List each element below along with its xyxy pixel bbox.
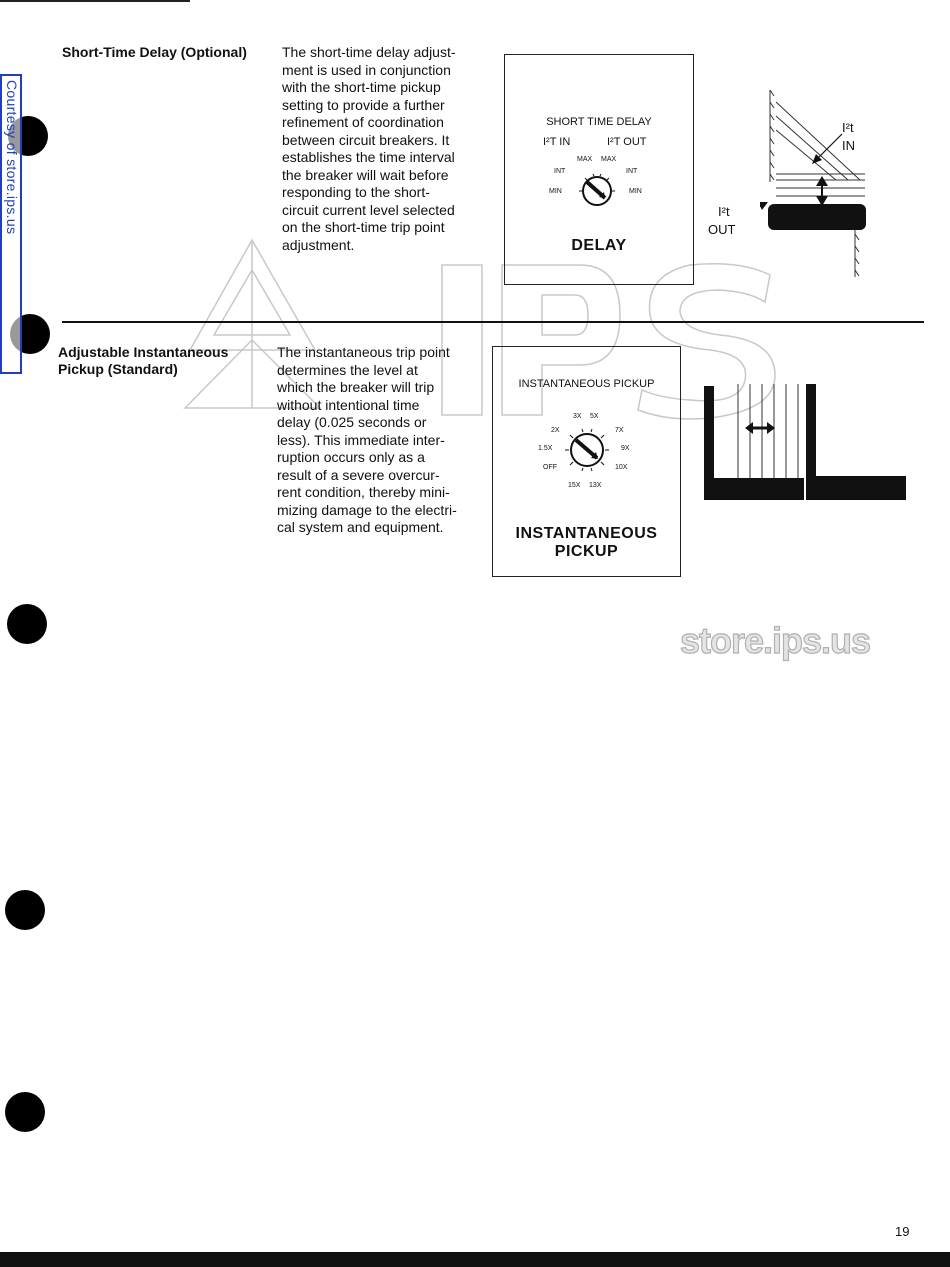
dial-label: MIN bbox=[549, 188, 562, 195]
top-rule bbox=[0, 0, 190, 2]
i2t-in-label: I²T IN bbox=[543, 136, 571, 148]
body-line: adjustment. bbox=[282, 236, 355, 253]
dial-label: 2X bbox=[551, 427, 560, 434]
i2t-out-label: I²t bbox=[718, 204, 730, 219]
body-line: result of a severe overcur- bbox=[277, 466, 440, 483]
binder-hole bbox=[5, 1092, 45, 1132]
body-line: on the short-time trip point bbox=[282, 219, 445, 235]
body-line: between circuit breakers. It bbox=[282, 131, 450, 148]
courtesy-stamp bbox=[0, 74, 22, 374]
body-line: ment is used in conjunction bbox=[282, 61, 451, 78]
dial-label: 7X bbox=[615, 427, 624, 434]
web-watermark: store.ips.us bbox=[680, 620, 871, 661]
body-line: The short-time delay adjust- bbox=[282, 44, 456, 60]
dial-label: MAX bbox=[577, 156, 593, 163]
i2t-out-label: I²T OUT bbox=[607, 136, 647, 148]
instantaneous-dial[interactable] bbox=[557, 421, 617, 479]
body-line: responding to the short- bbox=[282, 184, 430, 200]
delay-dial[interactable] bbox=[569, 166, 625, 216]
dial-label: MIN bbox=[629, 188, 642, 195]
body-line: ruption occurs only as a bbox=[277, 449, 425, 465]
instantaneous-pickup-label: INSTANTANEOUS PICKUP bbox=[518, 378, 655, 390]
dial-label: MAX bbox=[601, 156, 617, 163]
body-line: which the breaker will trip bbox=[277, 379, 435, 395]
dial-label: 15X bbox=[568, 482, 581, 489]
bottom-bar bbox=[0, 1252, 950, 1267]
body-line: delay (0.025 seconds or bbox=[277, 414, 427, 430]
dial-label: 1.5X bbox=[538, 445, 553, 452]
body-line: without intentional time bbox=[277, 396, 420, 413]
binder-hole bbox=[5, 890, 45, 930]
i2t-curve-diagram bbox=[760, 82, 870, 282]
instantaneous-pickup-heading bbox=[58, 344, 258, 378]
caption-line: INSTANTANEOUS bbox=[515, 525, 658, 542]
body-line: circuit current level selected bbox=[282, 201, 455, 218]
caption-line: PICKUP bbox=[554, 543, 619, 560]
heading-line: Adjustable Instantaneous bbox=[58, 344, 229, 360]
body-line: with the short-time pickup bbox=[282, 79, 441, 95]
section-divider bbox=[62, 321, 924, 323]
instantaneous-pickup-body bbox=[277, 344, 497, 537]
dial-label: 5X bbox=[590, 413, 599, 420]
dial-label: OFF bbox=[543, 464, 557, 471]
body-line: rent condition, thereby mini- bbox=[277, 484, 450, 500]
i2t-in-sub: IN bbox=[842, 138, 855, 153]
short-time-delay-label: SHORT TIME DELAY bbox=[546, 116, 652, 128]
delay-panel bbox=[504, 54, 694, 285]
dial-label: 10X bbox=[615, 464, 628, 471]
instantaneous-curve-diagram bbox=[700, 378, 910, 508]
page-number: 19 bbox=[895, 1224, 910, 1239]
dial-label: 3X bbox=[573, 413, 582, 420]
short-time-delay-heading: Short-Time Delay (Optional) bbox=[62, 44, 247, 60]
i2t-in-label: I²t bbox=[842, 120, 854, 135]
heading-line: Pickup (Standard) bbox=[58, 361, 178, 377]
body-line: refinement of coordination bbox=[282, 114, 444, 130]
dial-label: 9X bbox=[621, 445, 630, 452]
instantaneous-pickup-panel bbox=[492, 346, 681, 577]
short-time-delay-body bbox=[282, 44, 502, 254]
delay-caption: DELAY bbox=[571, 237, 627, 254]
body-line: establishes the time interval bbox=[282, 149, 455, 165]
i2t-out-sub: OUT bbox=[708, 222, 736, 237]
body-line: The instantaneous trip point bbox=[277, 344, 450, 360]
body-line: determines the level at bbox=[277, 361, 418, 378]
body-line: the breaker will wait before bbox=[282, 166, 449, 183]
dial-label: INT bbox=[554, 168, 566, 175]
body-line: mizing damage to the electri- bbox=[277, 501, 457, 518]
dial-label: INT bbox=[626, 168, 638, 175]
courtesy-stamp-text: Courtesy of store.ips.us bbox=[4, 80, 20, 235]
binder-hole bbox=[7, 604, 47, 644]
dial-label: 13X bbox=[589, 482, 602, 489]
instantaneous-pickup-caption bbox=[493, 525, 680, 561]
body-line: less). This immediate inter- bbox=[277, 431, 445, 448]
body-line: cal system and equipment. bbox=[277, 519, 444, 535]
body-line: setting to provide a further bbox=[282, 96, 445, 113]
